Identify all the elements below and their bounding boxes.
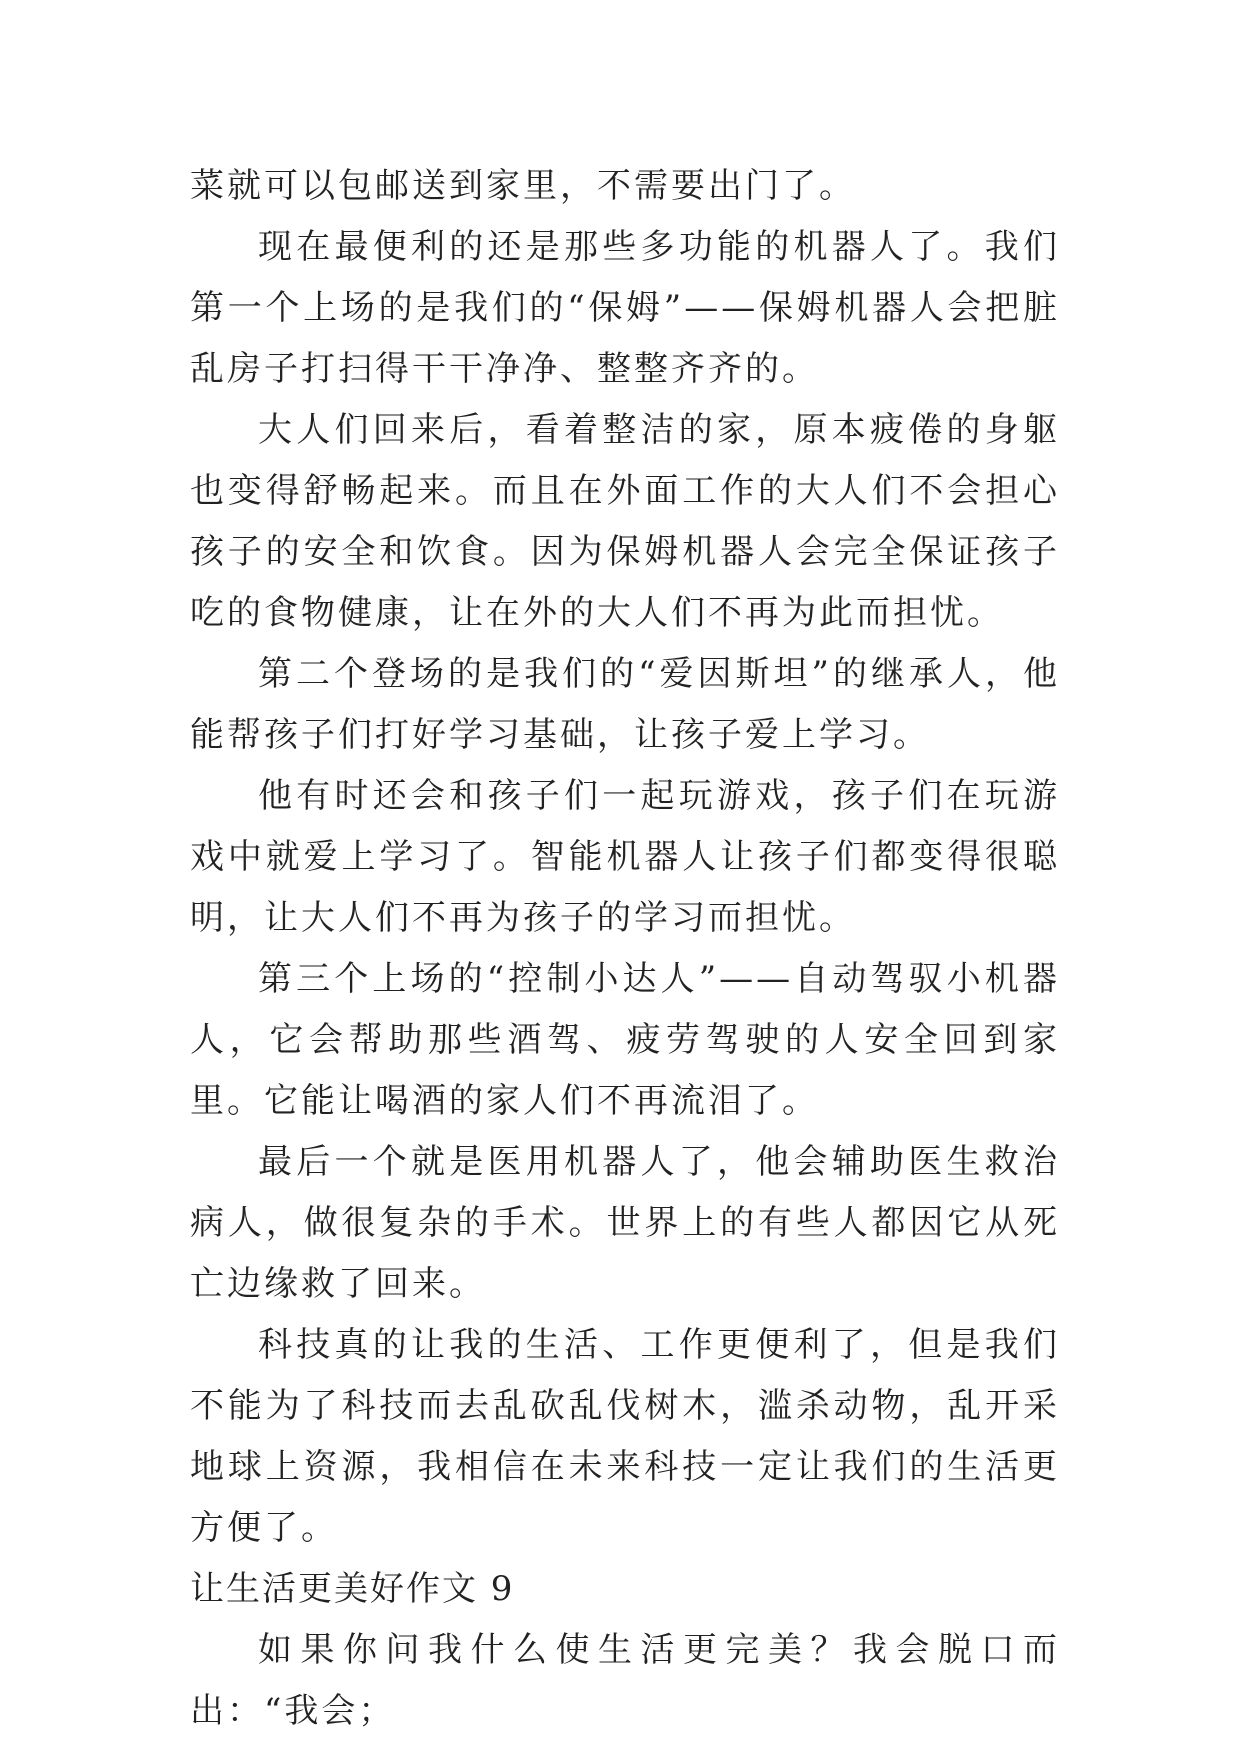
- paragraph-1: 菜就可以包邮送到家里，不需要出门了。: [190, 166, 856, 206]
- paragraph-2: 现在最便利的还是那些多功能的机器人了。我们第一个上场的是我们的“保姆”——保姆机器人会把脏乱房子打扫得干干净净、整整齐齐的。: [190, 227, 1060, 389]
- paragraph-6: 第三个上场的“控制小达人”——自动驾驭小机器人，它会帮助那些酒驾、疲劳驾驶的人安全回到家里。它能让喝酒的家人们不再流泪了。: [190, 959, 1060, 1121]
- paragraph-7: 最后一个就是医用机器人了，他会辅助医生救治病人，做很复杂的手术。世界上的有些人都因它从死亡边缘救了回来。: [190, 1142, 1060, 1304]
- paragraph-5: 他有时还会和孩子们一起玩游戏，孩子们在玩游戏中就爱上学习了。智能机器人让孩子们都变得很聪明，让大人们不再为孩子的学习而担忧。: [190, 776, 1060, 938]
- paragraph-8: 科技真的让我的生活、工作更便利了，但是我们不能为了科技而去乱砍乱伐树木，滥杀动物，乱开采地球上资源，我相信在未来科技一定让我们的生活更方便了。: [190, 1325, 1060, 1548]
- paragraph-3: 大人们回来后，看着整洁的家，原本疲倦的身躯也变得舒畅起来。而且在外面工作的大人们不会担心孩子的安全和饮食。因为保姆机器人会完全保证孩子吃的食物健康，让在外的大人们不再为此而担忧。: [190, 410, 1060, 633]
- document-body: [190, 156, 1060, 1742]
- paragraph-9: 如果你问我什么使生活更完美？我会脱口而出：“我会；: [190, 1630, 1060, 1731]
- section-heading: 让生活更美好作文 9: [190, 1569, 515, 1609]
- paragraph-4: 第二个登场的是我们的“爱因斯坦”的继承人，他能帮孩子们打好学习基础，让孩子爱上学习。: [190, 654, 1060, 755]
